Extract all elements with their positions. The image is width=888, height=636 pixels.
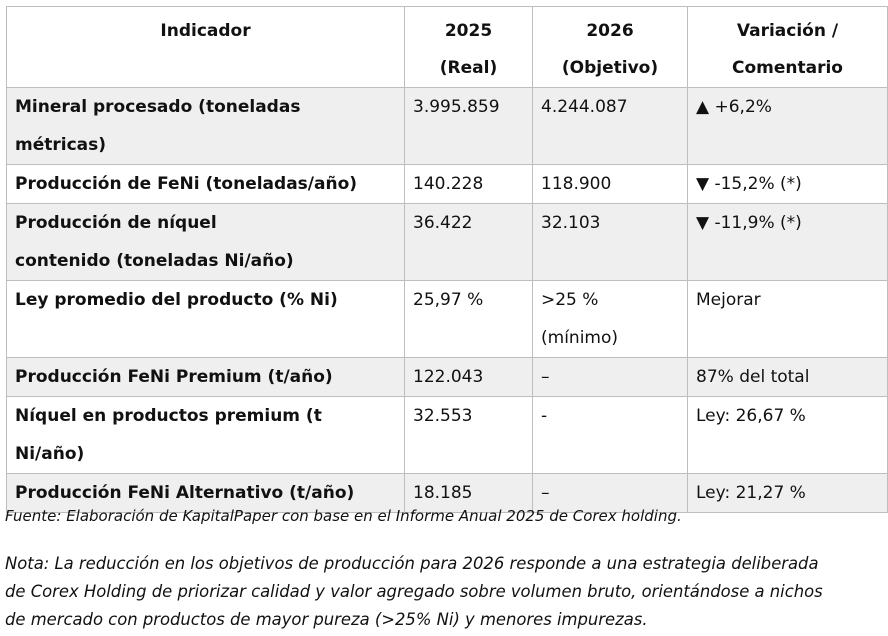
value-2025-cell: 36.422 [405, 204, 533, 281]
value-2025-cell: 25,97 % [405, 281, 533, 358]
table-row [7, 281, 888, 358]
value-2026-cell: 32.103 [533, 204, 688, 281]
header-2026: 2026 (Objetivo) [533, 7, 688, 88]
source-caption: Fuente: Elaboración de KapitalPaper con base en el Informe Anual 2025 de Corex holding. [5, 507, 682, 525]
note-line: de mercado con productos de mayor pureza (>25% Ni) y menores impurezas. [5, 610, 648, 629]
value-2025-cell: 3.995.859 [405, 88, 533, 165]
indicator-cell: Ley promedio del producto (% Ni) [7, 281, 405, 358]
header-indicator: Indicador [7, 7, 405, 88]
comment-cell: ▼ -15,2% (*) [688, 165, 888, 204]
table-row [7, 397, 888, 474]
indicator-cell: Mineral procesado (toneladas métricas) [7, 88, 405, 165]
comment-cell: Mejorar [688, 281, 888, 358]
comment-cell: ▲ +6,2% [688, 88, 888, 165]
value-2026-cell: - [533, 397, 688, 474]
table-row [7, 88, 888, 165]
note-line: Nota: La reducción en los objetivos de producción para 2026 responde a una estrategia deliberada [5, 554, 819, 573]
indicator-cell: Producción de níquel contenido (toneladas Ni/año) [7, 204, 405, 281]
value-2025-cell: 122.043 [405, 358, 533, 397]
value-2026-cell: 118.900 [533, 165, 688, 204]
comment-cell: Ley: 26,67 % [688, 397, 888, 474]
indicator-cell: Producción FeNi Alternativo (t/año) [7, 474, 405, 513]
value-2025-cell: 140.228 [405, 165, 533, 204]
header-2025: 2025 (Real) [405, 7, 533, 88]
note-paragraph [5, 550, 885, 634]
value-2026-cell: – [533, 358, 688, 397]
comment-cell: Ley: 21,27 % [688, 474, 888, 513]
table-row [7, 204, 888, 281]
value-2026-cell: >25 % (mínimo) [533, 281, 688, 358]
header-row [7, 7, 888, 88]
indicator-cell: Producción FeNi Premium (t/año) [7, 358, 405, 397]
value-2026-cell: 4.244.087 [533, 88, 688, 165]
production-table [6, 6, 888, 513]
comment-cell: 87% del total [688, 358, 888, 397]
value-2026-cell: – [533, 474, 688, 513]
value-2025-cell: 18.185 [405, 474, 533, 513]
indicator-cell: Producción de FeNi (toneladas/año) [7, 165, 405, 204]
header-variation: Variación / Comentario [688, 7, 888, 88]
table-row [7, 165, 888, 204]
indicator-cell: Níquel en productos premium (t Ni/año) [7, 397, 405, 474]
value-2025-cell: 32.553 [405, 397, 533, 474]
comment-cell: ▼ -11,9% (*) [688, 204, 888, 281]
table-row [7, 358, 888, 397]
note-line: de Corex Holding de priorizar calidad y valor agregado sobre volumen bruto, orientándose a nichos [5, 582, 823, 601]
